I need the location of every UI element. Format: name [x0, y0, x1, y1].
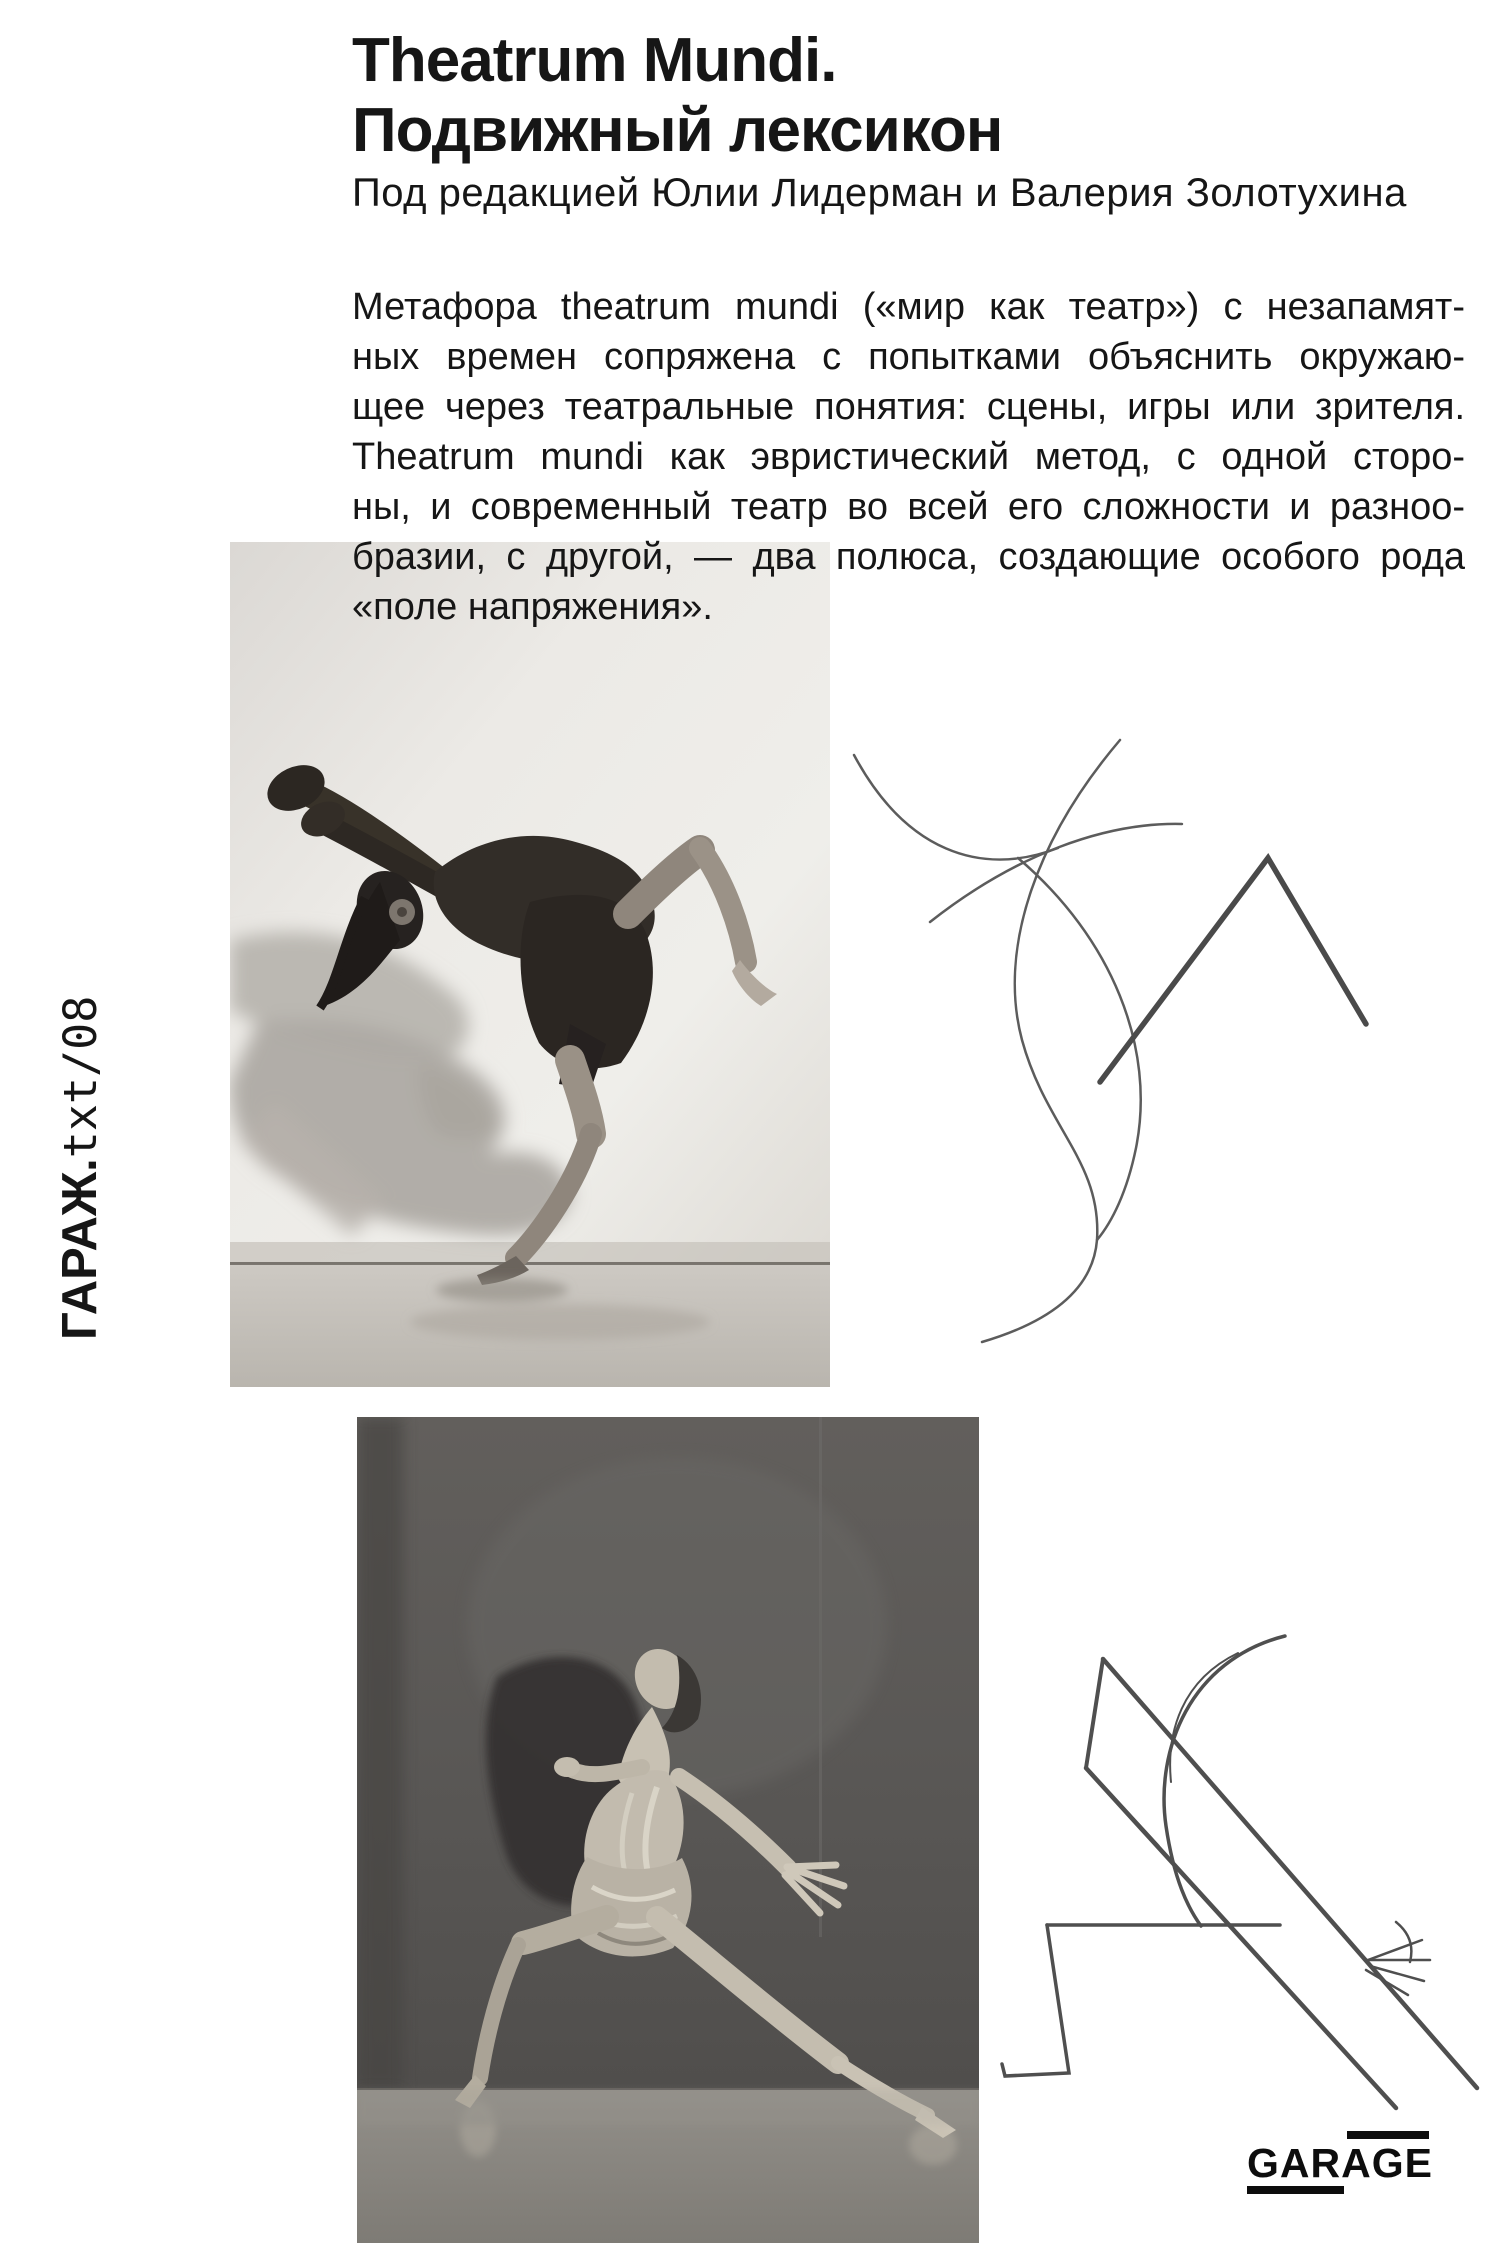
- drawing-plank-crescent-art: [960, 1540, 1500, 2140]
- editors-subtitle: Под редакцией Юлии Лидерман и Валерия Золотухина: [352, 171, 1407, 215]
- garage-logo-underline: [1247, 2186, 1344, 2194]
- drawing-plank-crescent: [960, 1540, 1500, 2140]
- garage-logo: GARAGE: [1247, 2140, 1433, 2186]
- drawing1-zigzag: [1100, 858, 1366, 1082]
- page-title: [352, 26, 1002, 166]
- series-brand-name: ГАРАЖ.: [53, 1158, 107, 1340]
- drawing-arcs-zigzag-art: [850, 700, 1410, 1350]
- garage-logo-overline: [1347, 2131, 1429, 2139]
- intro-line: ных времен сопряжена с попытками объяснить окружаю-: [352, 336, 1465, 378]
- title-line-latin: Theatrum Mundi.: [352, 26, 837, 95]
- photo2-left-vignette: [357, 1417, 403, 2090]
- intro-line: «поле напряжения».: [352, 586, 713, 628]
- intro-paragraph: [352, 282, 1465, 632]
- intro-line: щее через театральные понятия: сцены, игры или зрителя.: [352, 386, 1465, 428]
- photo-arching-dancer: [230, 542, 830, 1387]
- drawing-arcs-zigzag: [850, 700, 1410, 1350]
- photo-arching-dancer-art: [230, 542, 830, 1387]
- series-brand-vertical: [50, 996, 111, 1340]
- series-brand-number: txt/08: [54, 995, 107, 1159]
- intro-line: бразии, с другой, — два полюса, создающие особого рода: [352, 536, 1465, 578]
- drawing2-hand-fingers: [1366, 1922, 1430, 1995]
- intro-line: ны, и современный театр во всей его сложности и разноо-: [352, 486, 1465, 528]
- intro-line: Метафора theatrum mundi («мир как театр») с незапамят-: [352, 286, 1465, 328]
- title-line-cyrillic: Подвижный лексикон: [352, 96, 1003, 165]
- drawing2-lines: [1002, 1636, 1477, 2108]
- photo-lunging-dancer-art: [357, 1417, 979, 2243]
- photo-lunging-dancer: [357, 1417, 979, 2243]
- intro-line: Theatrum mundi как эвристический метод, с одной сторо-: [352, 436, 1465, 478]
